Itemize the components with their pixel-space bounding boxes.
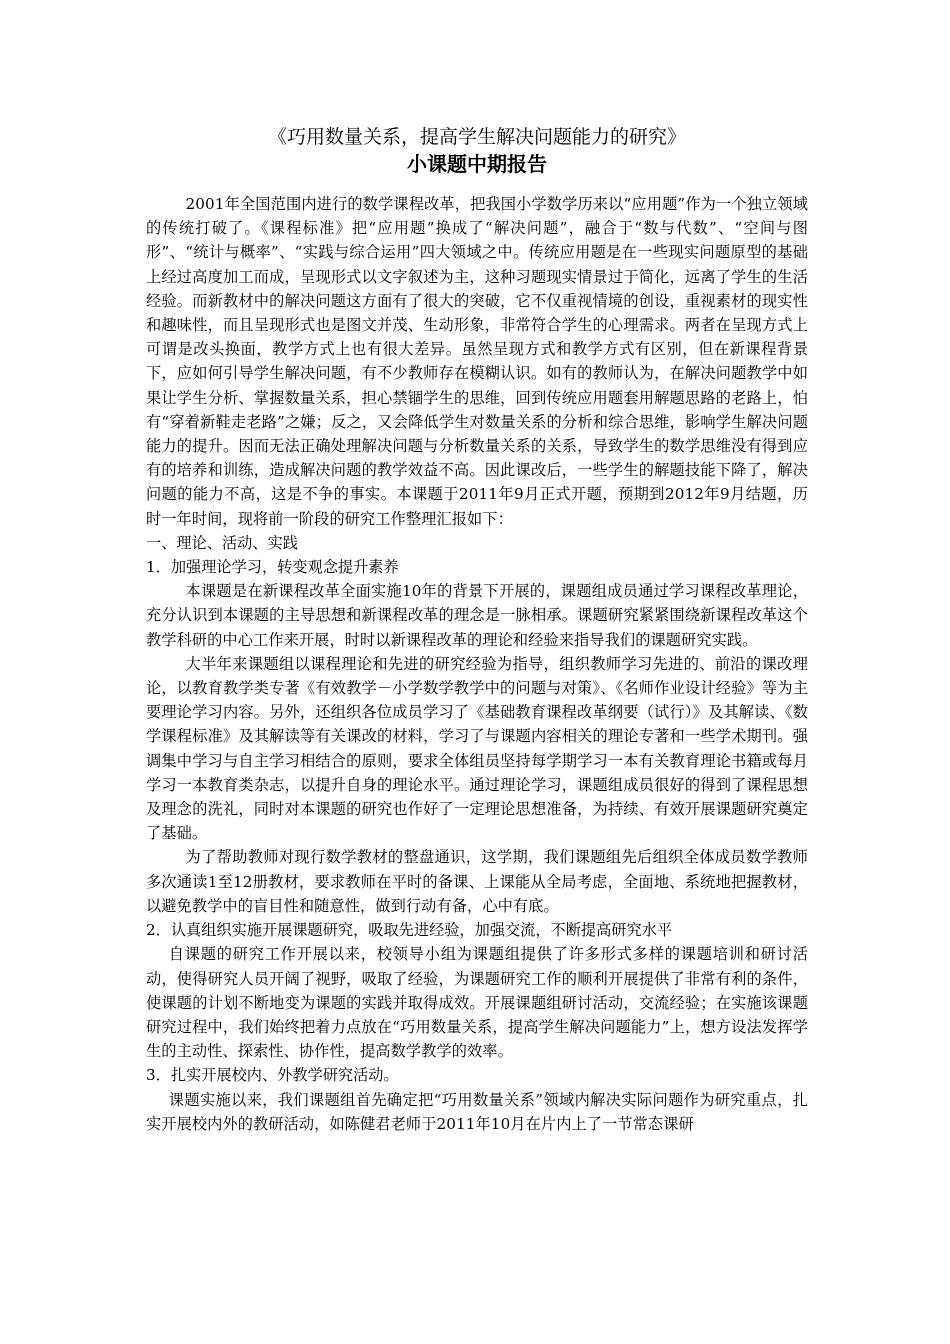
subsection-heading-1: 1．加强理论学习，转变观念提升素养: [146, 558, 399, 577]
document-title: 《巧用数量关系，提高学生解决问题能力的研究》: [267, 126, 686, 148]
subsection-heading-3: 3．扎实开展校内、外教学研究活动。: [146, 1066, 399, 1085]
section-heading-1: 一、理论、活动、实践: [146, 533, 298, 552]
paragraph: 本课题是在新课程改革全面实施10年的背景下开展的，课题组成员通过学习课程改革理论，充分认识到本课题的主导思想和新课程改革的理念是一脉相承。课题研究紧紧围绕新课程改革这个教学科研的中心工作来开展，时时以新课程改革的理论和经验来指导我们的课题研究实践。: [146, 582, 808, 649]
paragraph: 大半年来课题组以课程理论和先进的研究经验为指导，组织教师学习先进的、前沿的课改理论，以教育教学类专著《有效教学－小学数学教学中的问题与对策》、《名师作业设计经验》等为主要理论学习内容。另外，还组织各位成员学习了《基础教育课程改革纲要（试行）》及其解读、《数学课程标准》及其解读等有关课改的材料，学习了与课题内容相关的理论专著和一些学术期刊。强调集中学习与自主学习相结合的原则，要求全体组员坚持每学期学习一本有关教育理论书籍或每月学习一本教育类杂志，以提升自身的理论水平。通过理论学习，课题组成员很好的得到了课程思想及理念的洗礼，同时对本课题的研究也作好了一定理论思想准备，为持续、有效开展课题研究奠定了基础。: [146, 654, 808, 843]
subsection-heading-2: 2．认真组织实施开展课题研究，吸取先进经验，加强交流，不断提高研究水平: [146, 921, 673, 940]
paragraph: 自课题的研究工作开展以来，校领导小组为课题组提供了许多形式多样的课题培训和研讨活动，使得研究人员开阔了视野，吸取了经验，为课题研究工作的顺利开展提供了非常有利的条件，使课题的计划不断地变为课题的实践并取得成效。开展课题组研讨活动，交流经验；在实施该课题研究过程中，我们始终把着力点放在“巧用数量关系，提高学生解决问题能力”上，想方设法发挥学生的主动性、探索性、协作性，提高数学教学的效率。: [146, 945, 808, 1061]
document-subtitle: 小课题中期报告: [407, 152, 547, 176]
paragraph: 课题实施以来，我们课题组首先确定把“巧用数量关系”领域内解决实际问题作为研究重点，扎实开展校内外的教研活动，如陈健君老师于2011年10月在片内上了一节常态课研: [146, 1090, 808, 1133]
document-page: [146, 124, 808, 1136]
paragraph: 为了帮助教师对现行数学教材的整盘通识，这学期，我们课题组先后组织全体成员数学教师多次通读1至12册教材，要求教师在平时的备课、上课能从全局考虑，全面地、系统地把握教材，以避免教学中的盲目性和随意性，做到行动有备，心中有底。: [146, 848, 808, 915]
intro-paragraph: 2001年全国范围内进行的数学课程改革，把我国小学数学历来以“应用题”作为一个独立领域的传统打破了。《课程标准》把“应用题”换成了“解决问题”，融合于“数与代数”、“空间与图形”、“统计与概率”、“实践与综合运用”四大领域之中。传统应用题是在一些现实问题原型的基础上经过高度加工而成，呈现形式以文字叙述为主，这种习题现实情景过于简化，远离了学生的生活经验。而新教材中的解决问题这方面有了很大的突破，它不仅重视情境的创设，重视素材的现实性和趣味性，而且呈现形式也是图文并茂、生动形象，非常符合学生的心理需求。两者在呈现方式上可谓是改头换面，教学方式上也有很大差异。虽然呈现方式和教学方式有区别，但在新课程背景下，应如何引导学生解决问题，有不少教师存在模糊认识。如有的教师认为，在解决问题教学中如果让学生分析、掌握数量关系，担心禁锢学生的思维，回到传统应用题套用解题思路的老路上，怕有“穿着新鞋走老路”之嫌；反之，又会降低学生对数量关系的分析和综合思维，影响学生解决问题能力的提升。因而无法正确处理解决问题与分析数量关系的关系，导致学生的数学思维没有得到应有的培养和训练，造成解决问题的教学效益不高。因此课改后，一些学生的解题技能下降了，解决问题的能力不高，这是不争的事实。本课题于2011年9月正式开题，预期到2012年9月结题，历时一年时间，现将前一阶段的研究工作整理汇报如下：: [146, 195, 808, 528]
